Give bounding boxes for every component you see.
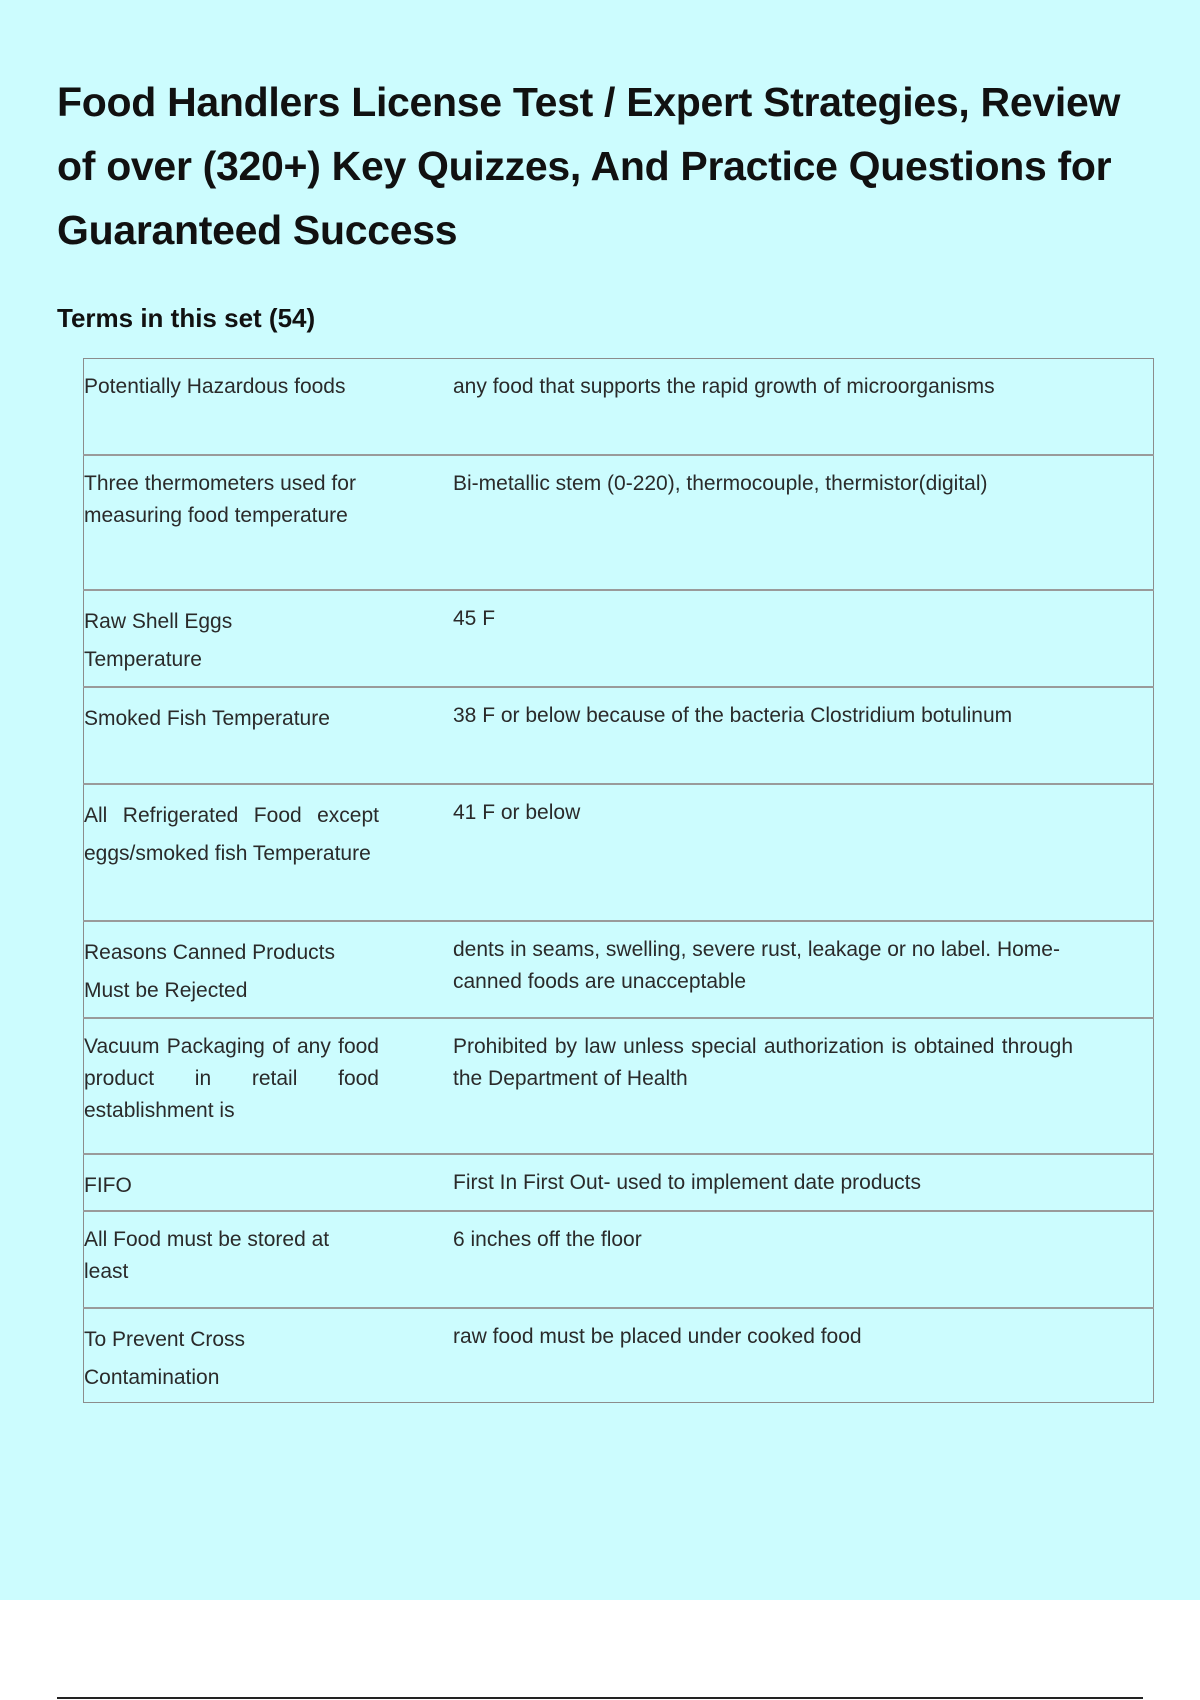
table-row bbox=[84, 784, 1154, 921]
term-cell bbox=[84, 784, 385, 921]
term-text: Raw Shell Eggs Temperature bbox=[84, 609, 233, 671]
term-cell bbox=[84, 590, 385, 687]
document-header bbox=[57, 70, 1157, 334]
term-text: Reasons Canned Products Must be Rejected bbox=[84, 940, 335, 1002]
term-cell bbox=[84, 455, 385, 590]
definition-cell: 38 F or below because of the bacteria Clostridium botulinum bbox=[384, 687, 1154, 784]
table-row bbox=[84, 1211, 1154, 1308]
term-text: Potentially Hazardous foods bbox=[84, 375, 346, 398]
term-cell bbox=[84, 921, 385, 1018]
term-text: Vacuum Packaging of any food product in retail food establishment is bbox=[84, 1034, 379, 1122]
definition-cell: dents in seams, swelling, severe rust, leakage or no label. Home-canned foods are unacceptable bbox=[384, 921, 1154, 1018]
term-text: All Food must be stored at least bbox=[84, 1227, 330, 1283]
definition-cell: Prohibited by law unless special authorization is obtained through the Department of Health bbox=[384, 1018, 1154, 1154]
definition-cell: any food that supports the rapid growth of microorganisms bbox=[384, 359, 1154, 455]
definition-cell: raw food must be placed under cooked food bbox=[384, 1308, 1154, 1403]
definition-cell: 6 inches off the floor bbox=[384, 1211, 1154, 1308]
document-title: Food Handlers License Test / Expert Strategies, Review of over (320+) Key Quizzes, And Practice Questions for Guaranteed Success bbox=[57, 79, 1121, 253]
table-row bbox=[84, 687, 1154, 784]
definition-cell: Bi-metallic stem (0-220), thermocouple, thermistor(digital) bbox=[384, 455, 1154, 590]
term-cell bbox=[84, 1018, 385, 1154]
term-cell bbox=[84, 359, 385, 455]
table-row bbox=[84, 1308, 1154, 1403]
term-cell bbox=[84, 1308, 385, 1403]
table-row bbox=[84, 455, 1154, 590]
table-row bbox=[84, 1018, 1154, 1154]
term-text: Smoked Fish Temperature bbox=[84, 706, 330, 730]
table-row bbox=[84, 590, 1154, 687]
table-row bbox=[84, 359, 1154, 455]
term-text: To Prevent Cross Contamination bbox=[84, 1327, 246, 1389]
definition-cell: First In First Out- used to implement date products bbox=[384, 1154, 1154, 1211]
table-row bbox=[84, 1154, 1154, 1211]
term-text: Three thermometers used for measuring food temperature bbox=[84, 471, 356, 527]
terms-table bbox=[83, 358, 1154, 1403]
definition-cell: 45 F bbox=[384, 590, 1154, 687]
term-cell bbox=[84, 1211, 385, 1308]
term-text: FIFO bbox=[84, 1173, 132, 1197]
definition-cell: 41 F or below bbox=[384, 784, 1154, 921]
table-row bbox=[84, 921, 1154, 1018]
term-cell bbox=[84, 1154, 385, 1211]
term-cell bbox=[84, 687, 385, 784]
term-text: All Refrigerated Food except eggs/smoked fish Temperature bbox=[84, 803, 379, 865]
footer-divider bbox=[57, 1697, 1143, 1699]
terms-count-heading: Terms in this set (54) bbox=[57, 303, 316, 333]
